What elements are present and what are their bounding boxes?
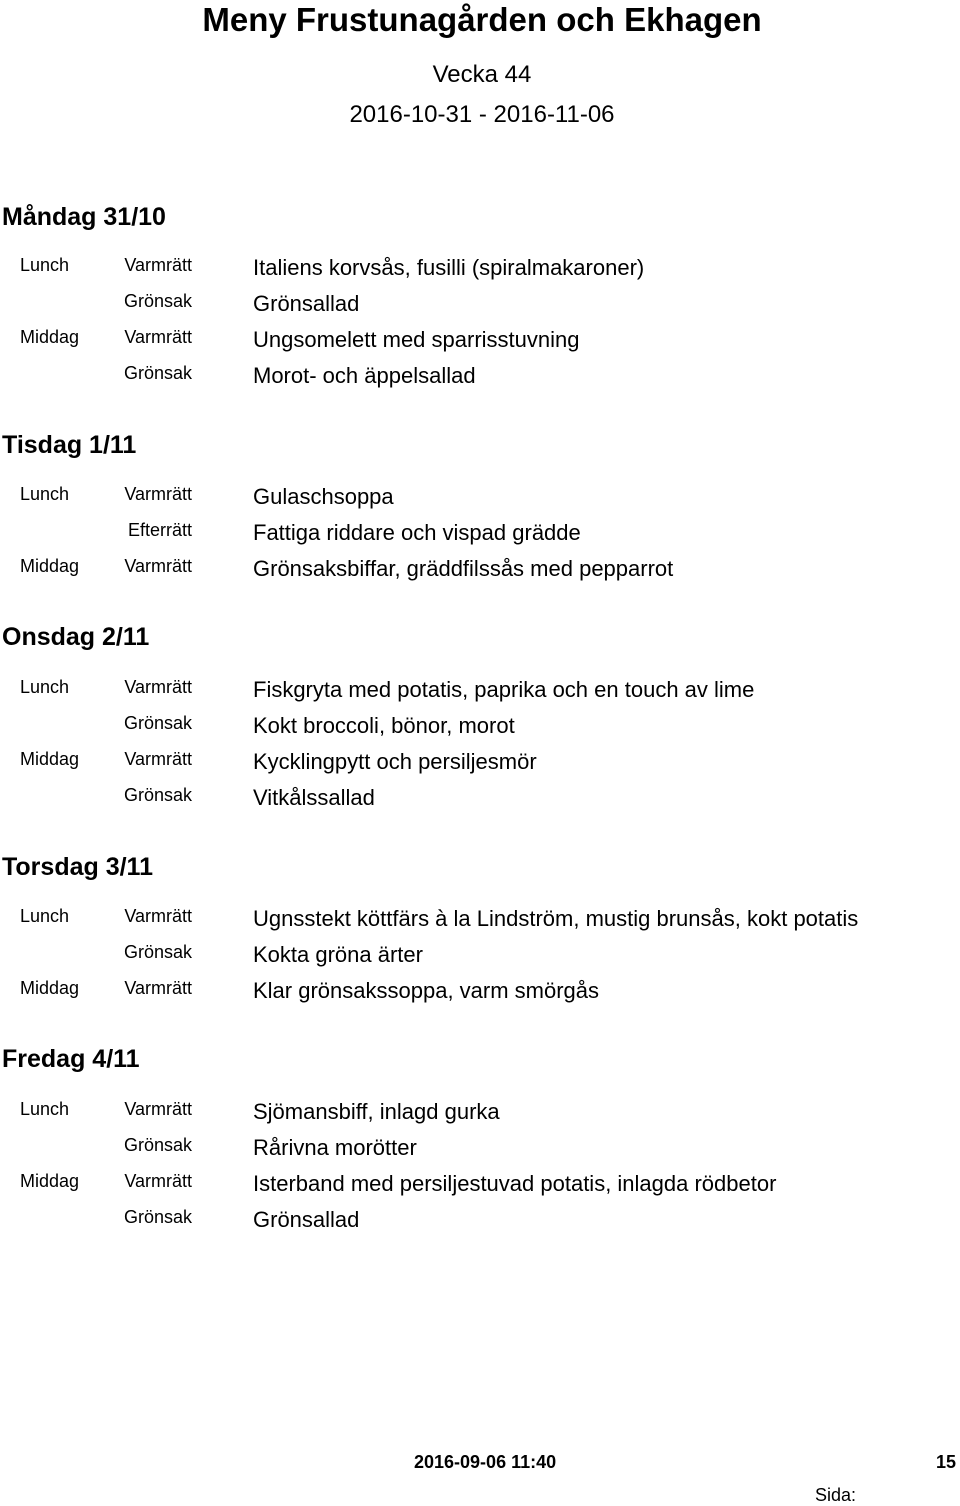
- category-label: Varmrätt: [124, 1171, 192, 1191]
- category-label: Varmrätt: [124, 255, 192, 275]
- dish-text: Kokta gröna ärter: [253, 942, 423, 967]
- category-label: Grönsak: [123, 942, 192, 962]
- dish-text: Kycklingpytt och persiljesmör: [253, 749, 537, 774]
- menu-row: [0, 1097, 960, 1127]
- category-label: Varmrätt: [124, 556, 192, 576]
- dish-text: Sjömansbiff, inlagd gurka: [253, 1099, 500, 1124]
- dish-text: Rårivna morötter: [253, 1135, 417, 1160]
- dish-text: Fattiga riddare och vispad grädde: [253, 520, 581, 545]
- category-label: Varmrätt: [124, 327, 192, 347]
- menu-title: Meny Frustunagården och Ekhagen: [202, 1, 762, 38]
- dish-text: Grönsaksbiffar, gräddfilssås med pepparrot: [253, 556, 674, 581]
- dish-text: Fiskgryta med potatis, paprika och en touch av lime: [253, 677, 755, 702]
- menu-row: [0, 711, 960, 741]
- page-label: Sida:: [815, 1485, 857, 1505]
- day-heading: Onsdag 2/11: [2, 623, 150, 651]
- category-label: Grönsak: [123, 713, 192, 733]
- category-label: Grönsak: [123, 785, 192, 805]
- meal-label: Lunch: [20, 677, 70, 697]
- category-label: Grönsak: [123, 1207, 192, 1227]
- category-label: Grönsak: [123, 291, 192, 311]
- category-label: Varmrätt: [124, 978, 192, 998]
- menu-row: [0, 675, 960, 705]
- meal-label: Middag: [20, 327, 80, 347]
- menu-row: [0, 482, 960, 512]
- category-label: Varmrätt: [124, 749, 192, 769]
- menu-row: [0, 940, 960, 970]
- menu-row: [0, 361, 960, 391]
- meal-label: Lunch: [20, 255, 70, 275]
- week-label: Vecka 44: [432, 61, 532, 88]
- menu-row: [0, 976, 960, 1006]
- dish-text: Vitkålssallad: [253, 785, 375, 810]
- menu-row: [0, 289, 960, 319]
- category-label: Varmrätt: [124, 906, 192, 926]
- dish-text: Italiens korvsås, fusilli (spiralmakaroner): [253, 255, 645, 280]
- dish-text: Ugnsstekt köttfärs à la Lindström, mustig brunsås, kokt potatis: [253, 906, 859, 931]
- dish-text: Grönsallad: [253, 291, 360, 316]
- day-heading: Måndag 31/10: [2, 203, 166, 231]
- meal-label: Lunch: [20, 906, 70, 926]
- day-heading: Tisdag 1/11: [2, 431, 137, 459]
- day-heading: Fredag 4/11: [2, 1045, 140, 1073]
- meal-label: Middag: [20, 749, 80, 769]
- dish-text: Morot- och äppelsallad: [253, 363, 476, 388]
- category-label: Varmrätt: [124, 677, 192, 697]
- page-number: 15: [936, 1452, 957, 1472]
- print-timestamp: 2016-09-06 11:40: [414, 1452, 557, 1472]
- menu-row: [0, 325, 960, 355]
- meal-label: Middag: [20, 1171, 80, 1191]
- category-label: Grönsak: [123, 363, 192, 383]
- dish-text: Isterband med persiljestuvad potatis, inlagda rödbetor: [253, 1171, 777, 1196]
- dish-text: Grönsallad: [253, 1207, 360, 1232]
- menu-row: [0, 1169, 960, 1199]
- meal-label: Lunch: [20, 484, 70, 504]
- menu-row: [0, 1133, 960, 1163]
- dish-text: Klar grönsakssoppa, varm smörgås: [253, 978, 600, 1003]
- menu-row: [0, 1205, 960, 1235]
- menu-row: [0, 518, 960, 548]
- menu-row: [0, 554, 960, 584]
- menu-row: [0, 747, 960, 777]
- category-label: Varmrätt: [124, 1099, 192, 1119]
- date-range: 2016-10-31 - 2016-11-06: [349, 101, 615, 128]
- menu-row: [0, 253, 960, 283]
- meal-label: Middag: [20, 978, 80, 998]
- meal-label: Lunch: [20, 1099, 70, 1119]
- category-label: Varmrätt: [124, 484, 192, 504]
- menu-row: [0, 783, 960, 813]
- dish-text: Gulaschsoppa: [253, 484, 394, 509]
- day-heading: Torsdag 3/11: [2, 853, 153, 881]
- meal-label: Middag: [20, 556, 80, 576]
- category-label: Efterrätt: [127, 520, 192, 540]
- category-label: Grönsak: [123, 1135, 192, 1155]
- dish-text: Ungsomelett med sparrisstuvning: [253, 327, 580, 352]
- menu-row: [0, 904, 960, 934]
- dish-text: Kokt broccoli, bönor, morot: [253, 713, 515, 738]
